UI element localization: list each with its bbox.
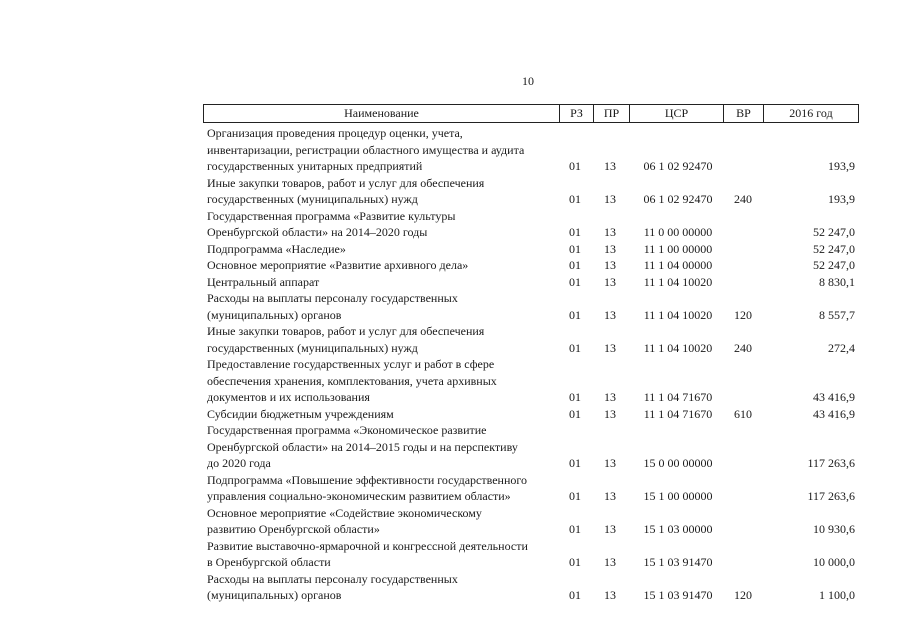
row-rz: 01 [569,555,581,569]
row-name: Основное мероприятие «Развитие архивного дела» [207,258,469,272]
row-pr: 13 [604,258,616,272]
row-csr: 11 0 00 00000 [643,225,713,239]
row-amount: 43 416,9 [813,390,855,404]
row-rz: 01 [569,192,581,206]
row-name: Развитие выставочно-ярмарочной и конгрессной деятельности в Оренбургской области [207,538,528,569]
table-row [0,323,905,356]
row-csr: 15 0 00 00000 [643,456,713,470]
row-rz: 01 [569,489,581,503]
row-name: Центральный аппарат [207,274,320,289]
row-pr: 13 [604,225,616,239]
table-row [0,571,905,604]
row-csr: 11 1 04 10020 [643,340,713,355]
row-pr: 13 [604,192,616,206]
header-pr: ПР [594,105,630,122]
table-row [0,175,905,208]
row-rz: 01 [569,274,581,289]
row-csr: 15 1 03 91470 [643,588,713,602]
row-pr: 13 [604,456,616,470]
row-csr: 15 1 03 00000 [643,522,713,536]
table-row [0,274,905,291]
row-name: Основное мероприятие «Содействие экономическому развитию Оренбургской области» [207,505,482,536]
row-amount: 8 557,7 [819,307,855,322]
row-amount: 10 000,0 [813,555,855,569]
row-csr: 11 1 00 00000 [643,241,713,256]
row-name: Расходы на выплаты персоналу государственных (муниципальных) органов [207,291,458,322]
row-amount: 52 247,0 [813,258,855,272]
page-number: 10 [522,74,534,88]
table-row [0,208,905,241]
row-pr: 13 [604,241,616,256]
row-amount: 117 263,6 [807,489,855,503]
table-row [0,290,905,323]
row-name: Иные закупки товаров, работ и услуг для обеспечения государственных (муниципальных) нужд [207,175,485,206]
table-row [0,538,905,571]
row-csr: 11 1 04 10020 [643,274,713,289]
table-row [0,125,905,175]
row-name: Государственная программа «Экономическое развитие Оренбургской области» на 2014–2015 годы и на перспективу до 2020 года [207,423,518,470]
row-name: Государственная программа «Развитие культуры Оренбургской области» на 2014–2020 годы [207,208,456,239]
row-pr: 13 [604,340,616,355]
row-amount: 272,4 [828,340,855,355]
row-amount: 52 247,0 [813,241,855,256]
table-row [0,356,905,406]
table-row [0,472,905,505]
row-rz: 01 [569,522,581,536]
row-csr: 06 1 02 92470 [643,192,713,206]
row-csr: 11 1 04 71670 [643,406,713,421]
row-rz: 01 [569,241,581,256]
row-amount: 193,9 [828,192,855,206]
row-csr: 11 1 04 71670 [643,390,713,404]
row-csr: 11 1 04 10020 [643,307,713,322]
row-amount: 52 247,0 [813,225,855,239]
row-rz: 01 [569,406,581,421]
row-amount: 10 930,6 [813,522,855,536]
row-pr: 13 [604,159,616,173]
row-pr: 13 [604,555,616,569]
row-amount: 117 263,6 [807,456,855,470]
row-vr: 120 [734,307,752,322]
row-pr: 13 [604,489,616,503]
row-rz: 01 [569,159,581,173]
row-rz: 01 [569,307,581,322]
row-csr: 15 1 00 00000 [643,489,713,503]
table-row [0,406,905,423]
row-pr: 13 [604,588,616,602]
row-name: Организация проведения процедур оценки, учета, инвентаризации, регистрации областного имущества и аудита государственных унитарных предприятий [207,126,525,173]
row-pr: 13 [604,406,616,421]
row-name: Расходы на выплаты персоналу государственных (муниципальных) органов [207,571,458,602]
row-rz: 01 [569,588,581,602]
row-pr: 13 [604,390,616,404]
table-row [0,422,905,472]
row-pr: 13 [604,274,616,289]
row-vr: 240 [734,192,752,206]
row-name: Предоставление государственных услуг и работ в сфере обеспечения хранения, комплектования, учета архивных документов и их использования [207,357,497,404]
row-name: Иные закупки товаров, работ и услуг для обеспечения государственных (муниципальных) нужд [207,324,485,355]
row-rz: 01 [569,456,581,470]
row-amount: 193,9 [828,159,855,173]
row-name: Подпрограмма «Повышение эффективности государственного управления социально-экономическим развитием области» [207,472,527,503]
row-vr: 240 [734,340,752,355]
header-vr: ВР [724,105,764,122]
row-csr: 06 1 02 92470 [643,159,713,173]
row-vr: 610 [734,406,752,421]
row-amount: 1 100,0 [819,588,855,602]
row-csr: 11 1 04 00000 [643,258,713,272]
header-year: 2016 год [789,106,833,120]
table-row [0,241,905,258]
row-rz: 01 [569,390,581,404]
row-name: Подпрограмма «Наследие» [207,241,346,256]
header-csr: ЦСР [630,105,724,122]
row-rz: 01 [569,225,581,239]
row-name: Субсидии бюджетным учреждениям [207,406,394,421]
table-row [0,257,905,274]
row-amount: 8 830,1 [819,274,855,289]
header-name: Наименование [204,105,560,122]
row-vr: 120 [734,588,752,602]
row-pr: 13 [604,307,616,322]
row-csr: 15 1 03 91470 [643,555,713,569]
table-row [0,505,905,538]
header-rz: РЗ [560,105,594,122]
row-rz: 01 [569,340,581,355]
row-amount: 43 416,9 [813,406,855,421]
row-rz: 01 [569,258,581,272]
row-pr: 13 [604,522,616,536]
